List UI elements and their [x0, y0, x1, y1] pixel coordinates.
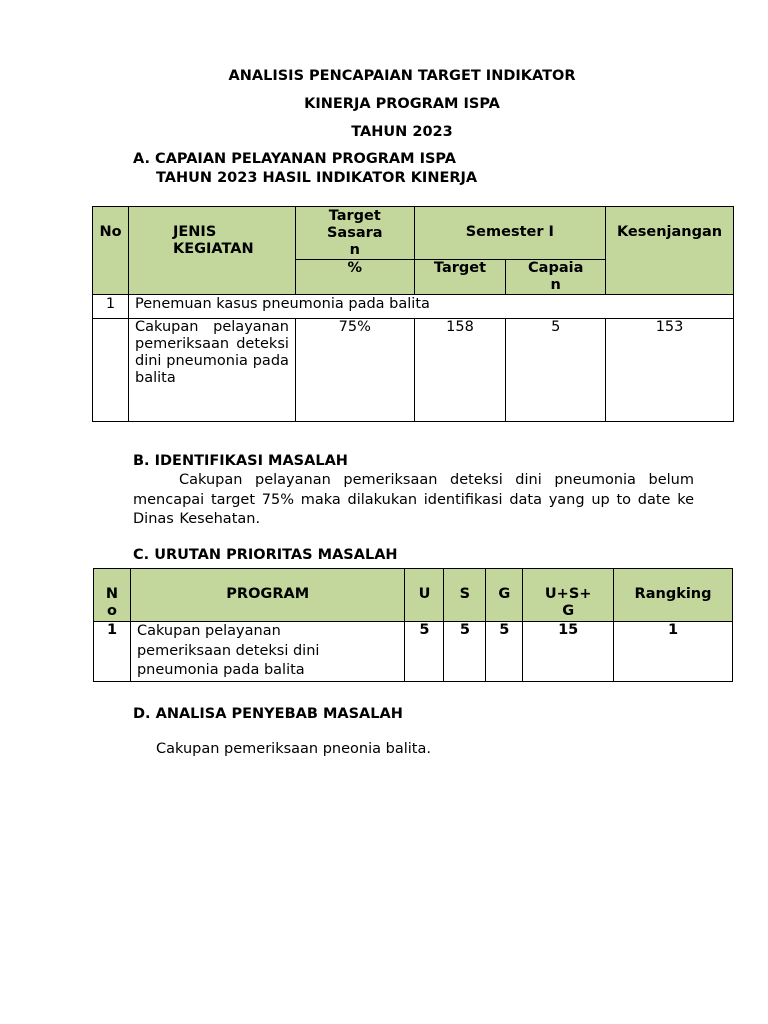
col-header-target-sasaran: Target Sasaran [295, 207, 414, 260]
col-header-u: U [405, 569, 444, 622]
table-row [93, 319, 734, 422]
row-program: Cakupan pelayanan pemeriksaan deteksi dini pneumonia pada balita [130, 622, 405, 682]
table-row [93, 295, 734, 319]
row-indicator: Cakupan pelayanan pemeriksaan deteksi dini pneumonia pada balita [128, 319, 295, 422]
table-row [94, 622, 733, 682]
row-s: 5 [444, 622, 486, 682]
col-header-no: No [94, 569, 131, 622]
row-activity: Penemuan kasus pneumonia pada balita [128, 295, 733, 319]
col-header-rangking: Rangking [614, 569, 733, 622]
section-a-heading: A. CAPAIAN PELAYANAN PROGRAM ISPA [133, 151, 456, 167]
col-header-jenis-kegiatan: JENIS KEGIATAN [128, 207, 295, 295]
section-c-heading: C. URUTAN PRIORITAS MASALAH [133, 547, 398, 563]
section-b-heading: B. IDENTIFIKASI MASALAH [133, 453, 348, 469]
col-header-capaian: Capaian [506, 260, 606, 295]
section-d-heading: D. ANALISA PENYEBAB MASALAH [133, 706, 403, 722]
section-a-subheading: TAHUN 2023 HASIL INDIKATOR KINERJA [156, 170, 478, 186]
row-capaian: 5 [506, 319, 606, 422]
row-no: 1 [94, 622, 131, 682]
row-no-empty [93, 319, 129, 422]
row-u: 5 [405, 622, 444, 682]
row-kesenjangan: 153 [606, 319, 734, 422]
row-percent: 75% [295, 319, 414, 422]
col-header-usg: U+S+G [523, 569, 614, 622]
doc-title-line1: ANALISIS PENCAPAIAN TARGET INDIKATOR [228, 68, 576, 84]
col-header-target: Target [414, 260, 506, 295]
col-header-semester: Semester I [414, 207, 605, 260]
capaian-table [92, 206, 734, 422]
col-header-kesenjangan: Kesenjangan [606, 207, 734, 295]
doc-title-line3: TAHUN 2023 [351, 124, 453, 140]
row-g: 5 [486, 622, 523, 682]
row-no: 1 [93, 295, 129, 319]
section-d-text: Cakupan pemeriksaan pneonia balita. [156, 741, 431, 757]
row-usg: 15 [523, 622, 614, 682]
priority-table [93, 568, 733, 682]
col-header-s: S [444, 569, 486, 622]
row-target: 158 [414, 319, 506, 422]
col-header-g: G [486, 569, 523, 622]
doc-title-line2: KINERJA PROGRAM ISPA [304, 96, 500, 112]
col-header-no: No [93, 207, 129, 295]
section-b-paragraph: Cakupan pelayanan pemeriksaan deteksi dini pneumonia belum mencapai target 75% maka dilakukan identifikasi data yang up to date ke Dinas Kesehatan. [133, 472, 694, 527]
col-header-percent: % [295, 260, 414, 295]
col-header-program: PROGRAM [130, 569, 405, 622]
row-rangking: 1 [614, 622, 733, 682]
